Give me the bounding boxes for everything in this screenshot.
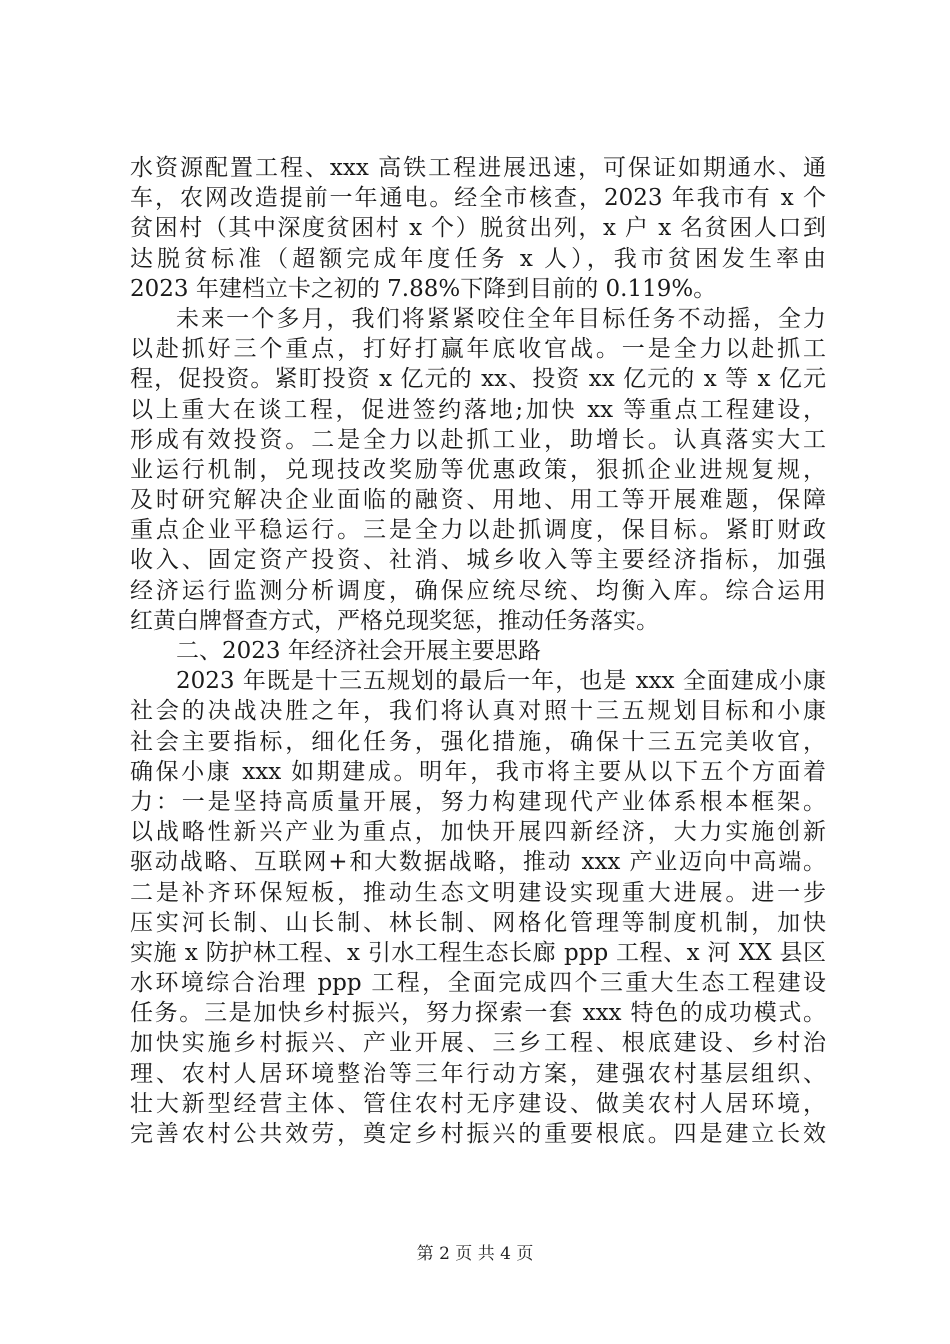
text-line: 力：一是坚持高质量开展，努力构建现代产业体系根本框架。 bbox=[130, 788, 826, 815]
text-line: 红黄白牌督查方式，严格兑现奖惩，推动任务落实。 bbox=[130, 607, 659, 634]
text-line: 水资源配置工程、xxx 高铁工程进展迅速，可保证如期通水、通 bbox=[130, 155, 826, 181]
text-line: 社会的决战决胜之年，我们将认真对照十三五规划目标和小康 bbox=[130, 698, 826, 725]
document-body bbox=[130, 153, 826, 1149]
text-line: 确保小康 xxx 如期建成。明年，我市将主要从以下五个方面着 bbox=[130, 758, 826, 785]
text-line: 形成有效投资。二是全力以赴抓工业，助增长。认真落实大工 bbox=[130, 426, 826, 453]
text-line: 车，农网改造提前一年通电。经全市核查，2023 年我市有 x 个 bbox=[130, 185, 826, 212]
paragraph-start-line: 未来一个多月，我们将紧紧咬住全年目标任务不动摇，全力 bbox=[176, 305, 826, 332]
text-line: 理、农村人居环境整治等三年行动方案，建强农村基层组织、 bbox=[130, 1060, 826, 1087]
text-line: 任务。三是加快乡村振兴，努力探索一套 xxx 特色的成功模式。 bbox=[130, 1000, 826, 1027]
text-line: 经济运行监测分析调度，确保应统尽统、均衡入库。综合运用 bbox=[130, 577, 826, 604]
text-line: 贫困村（其中深度贫困村 x 个）脱贫出列，x 户 x 名贫困人口到 bbox=[130, 215, 826, 242]
text-line: 重点企业平稳运行。三是全力以赴抓调度，保目标。紧盯财政 bbox=[130, 517, 826, 544]
text-line: 达脱贫标准（超额完成年度任务 x 人），我市贫困发生率由 bbox=[130, 245, 826, 272]
text-line: 以赴抓好三个重点，打好打赢年底收官战。一是全力以赴抓工 bbox=[130, 336, 826, 363]
text-line: 业运行机制，兑现技改奖励等优惠政策，狠抓企业进规复规， bbox=[130, 456, 826, 483]
text-line: 加快实施乡村振兴、产业开展、三乡工程、根底建设、乡村治 bbox=[130, 1030, 826, 1057]
text-line: 及时研究解决企业面临的融资、用地、用工等开展难题，保障 bbox=[130, 487, 826, 514]
text-line: 实施 x 防护林工程、x 引水工程生态长廊 ppp 工程、x 河 XX 县区 bbox=[130, 939, 826, 966]
text-line: 社会主要指标，细化任务，强化措施，确保十三五完美收官， bbox=[130, 728, 826, 755]
text-line: 压实河长制、山长制、林长制、网格化管理等制度机制，加快 bbox=[130, 909, 826, 936]
text-line: 完善农村公共效劳，奠定乡村振兴的重要根底。四是建立长效 bbox=[130, 1121, 826, 1147]
text-line: 水环境综合治理 ppp 工程，全面完成四个三重大生态工程建设 bbox=[130, 970, 826, 997]
text-line: 程，促投资。紧盯投资 x 亿元的 xx、投资 xx 亿元的 x 等 x 亿元 bbox=[130, 366, 826, 393]
text-line: 壮大新型经营主体、管住农村无序建设、做美农村人居环境， bbox=[130, 1090, 826, 1117]
paragraph-start-line: 2023 年既是十三五规划的最后一年，也是 xxx 全面建成小康 bbox=[176, 668, 826, 695]
page-number-footer: 第 2 页 共 4 页 bbox=[416, 1244, 534, 1264]
text-line: 2023 年建档立卡之初的 7.88%下降到目前的 0.119%。 bbox=[130, 275, 717, 302]
section-heading: 二、2023 年经济社会开展主要思路 bbox=[176, 638, 541, 664]
text-line: 驱动战略、互联网+和大数据战略，推动 xxx 产业迈向中高端。 bbox=[130, 849, 826, 876]
text-line: 以战略性新兴产业为重点，加快开展四新经济，大力实施创新 bbox=[130, 819, 826, 846]
text-line: 收入、固定资产投资、社消、城乡收入等主要经济指标，加强 bbox=[130, 547, 826, 574]
text-line: 以上重大在谈工程，促进签约落地;加快 xx 等重点工程建设， bbox=[130, 396, 826, 423]
text-line: 二是补齐环保短板，推动生态文明建设实现重大进展。进一步 bbox=[130, 879, 826, 906]
